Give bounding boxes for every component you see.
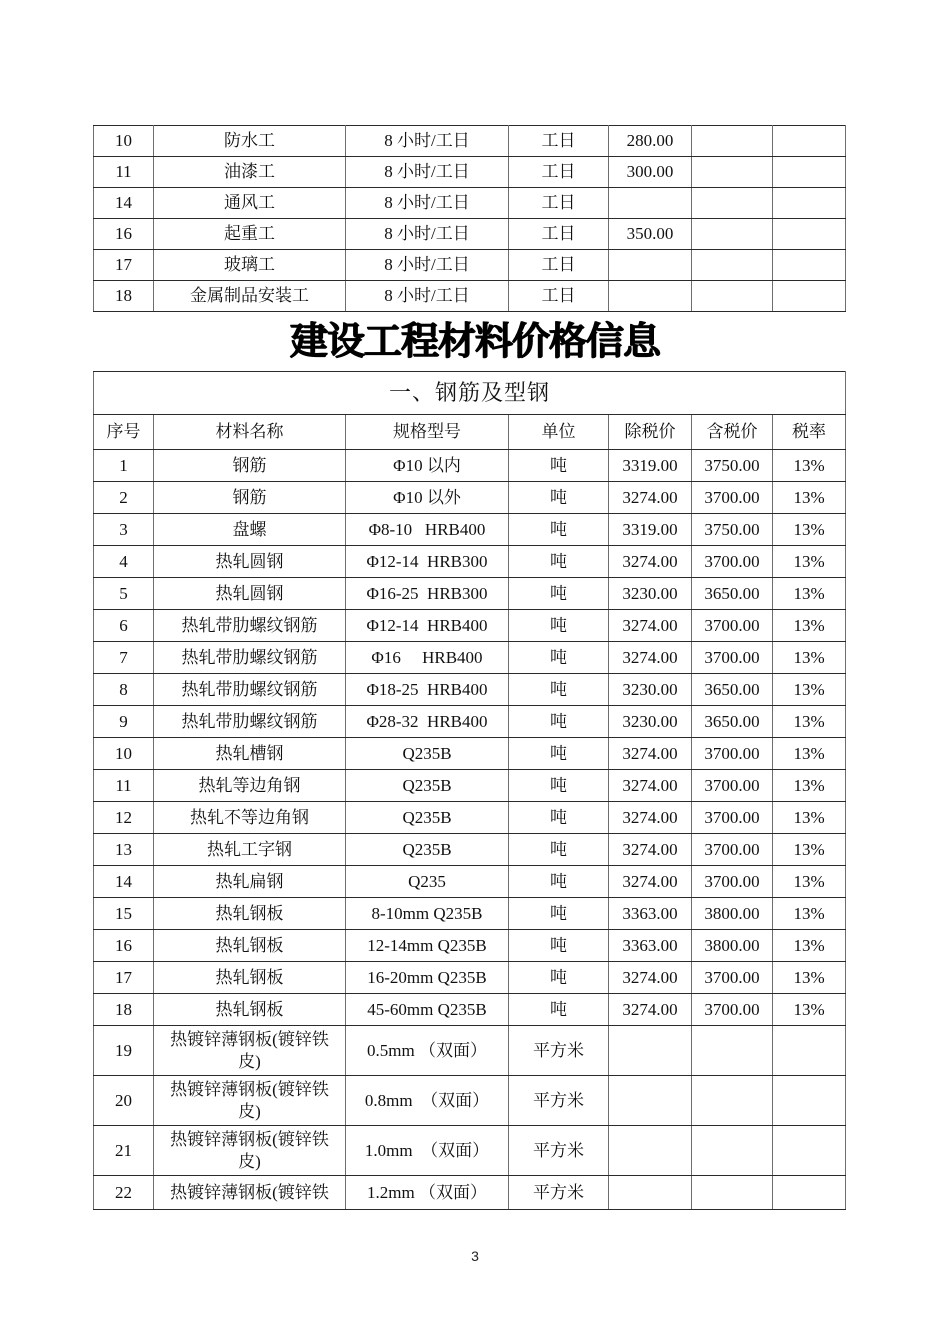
table-cell: 3319.00 (609, 514, 692, 546)
table-cell: 热轧钢板 (154, 994, 346, 1026)
table-cell: 11 (94, 157, 154, 188)
material-table-row (94, 898, 846, 930)
table-cell (692, 157, 773, 188)
table-cell: 9 (94, 706, 154, 738)
table-cell: 玻璃工 (154, 250, 346, 281)
table-cell: 工日 (509, 188, 609, 219)
table-cell: 45-60mm Q235B (346, 994, 509, 1026)
table-cell: 13% (773, 482, 846, 514)
table-cell: 3700.00 (692, 834, 773, 866)
table-cell (692, 1026, 773, 1076)
labor-rate-table (93, 125, 846, 312)
table-cell: 17 (94, 962, 154, 994)
page-number: 3 (471, 1248, 479, 1264)
table-cell: 16 (94, 930, 154, 962)
table-cell (609, 1176, 692, 1210)
table-cell: 0.8mm （双面） (346, 1076, 509, 1126)
material-table-row (94, 514, 846, 546)
table-cell: 3700.00 (692, 642, 773, 674)
table-cell: 3800.00 (692, 930, 773, 962)
table-cell: 钢筋 (154, 450, 346, 482)
table-cell: 15 (94, 898, 154, 930)
table-cell: 吨 (509, 546, 609, 578)
table-cell: 吨 (509, 866, 609, 898)
table-cell: 22 (94, 1176, 154, 1210)
table-cell: 17 (94, 250, 154, 281)
table-cell: 热轧槽钢 (154, 738, 346, 770)
table-cell: 13% (773, 834, 846, 866)
table-cell: 3 (94, 514, 154, 546)
table-cell: 3230.00 (609, 578, 692, 610)
table-cell (773, 126, 846, 157)
table-cell: 热轧等边角钢 (154, 770, 346, 802)
table-cell: 3650.00 (692, 674, 773, 706)
table-cell: 热轧带肋螺纹钢筋 (154, 642, 346, 674)
table-cell: 8 小时/工日 (346, 188, 509, 219)
table-header-row (94, 415, 846, 450)
table-cell: 热轧不等边角钢 (154, 802, 346, 834)
table-cell: 8 (94, 674, 154, 706)
material-table-row (94, 1176, 846, 1210)
table-cell: 8 小时/工日 (346, 281, 509, 312)
table-cell: 1.0mm （双面） (346, 1126, 509, 1176)
table-cell: 吨 (509, 642, 609, 674)
table-cell (692, 219, 773, 250)
table-cell: 热轧钢板 (154, 898, 346, 930)
table-cell: Φ8-10 HRB400 (346, 514, 509, 546)
table-cell: 3274.00 (609, 962, 692, 994)
table-cell: 工日 (509, 219, 609, 250)
labor-table-row (94, 157, 846, 188)
table-cell: 3800.00 (692, 898, 773, 930)
table-cell: 280.00 (609, 126, 692, 157)
table-cell (609, 1076, 692, 1126)
table-cell: 3700.00 (692, 610, 773, 642)
table-cell (773, 250, 846, 281)
table-cell: 6 (94, 610, 154, 642)
table-cell: 4 (94, 546, 154, 578)
column-header-price-inc-tax: 含税价 (692, 415, 773, 450)
table-cell: 3274.00 (609, 610, 692, 642)
table-cell (692, 188, 773, 219)
table-cell: 13% (773, 770, 846, 802)
table-cell: 10 (94, 126, 154, 157)
table-cell (773, 1076, 846, 1126)
table-cell: 3700.00 (692, 994, 773, 1026)
column-header-unit: 单位 (509, 415, 609, 450)
table-cell: 7 (94, 642, 154, 674)
table-cell: Q235B (346, 770, 509, 802)
table-cell: 热轧圆钢 (154, 546, 346, 578)
table-cell: Φ16 HRB400 (346, 642, 509, 674)
table-cell: 8 小时/工日 (346, 250, 509, 281)
material-price-table (93, 371, 846, 1210)
table-cell: 3274.00 (609, 546, 692, 578)
material-table-row (94, 866, 846, 898)
table-cell: 3650.00 (692, 578, 773, 610)
table-cell: 工日 (509, 126, 609, 157)
table-cell: 热镀锌薄钢板(镀锌铁 (154, 1176, 346, 1210)
table-cell: 3274.00 (609, 834, 692, 866)
table-cell: 工日 (509, 250, 609, 281)
table-cell: 盘螺 (154, 514, 346, 546)
table-cell: 吨 (509, 578, 609, 610)
table-cell: 热轧带肋螺纹钢筋 (154, 706, 346, 738)
table-cell: 13% (773, 674, 846, 706)
table-cell (692, 1126, 773, 1176)
table-cell: 20 (94, 1076, 154, 1126)
table-cell (773, 1026, 846, 1076)
table-cell: Q235 (346, 866, 509, 898)
table-cell: 3700.00 (692, 738, 773, 770)
table-cell: 吨 (509, 674, 609, 706)
table-cell: 3700.00 (692, 962, 773, 994)
table-cell: 起重工 (154, 219, 346, 250)
table-cell: 12-14mm Q235B (346, 930, 509, 962)
table-cell: 3650.00 (692, 706, 773, 738)
table-cell: 3700.00 (692, 546, 773, 578)
table-cell: 吨 (509, 738, 609, 770)
material-table-row (94, 578, 846, 610)
column-header-tax-rate: 税率 (773, 415, 846, 450)
table-cell: 吨 (509, 482, 609, 514)
labor-table-row (94, 250, 846, 281)
table-cell: 3274.00 (609, 802, 692, 834)
table-cell: Φ12-14 HRB300 (346, 546, 509, 578)
table-cell: 金属制品安装工 (154, 281, 346, 312)
material-table-row (94, 482, 846, 514)
table-cell: 吨 (509, 514, 609, 546)
table-cell: 13% (773, 994, 846, 1026)
material-table-row (94, 802, 846, 834)
column-header-price-ex-tax: 除税价 (609, 415, 692, 450)
table-cell: 吨 (509, 898, 609, 930)
column-header-spec: 规格型号 (346, 415, 509, 450)
table-cell: 平方米 (509, 1176, 609, 1210)
section-title: 一、钢筋及型钢 (94, 372, 846, 415)
table-cell (773, 157, 846, 188)
table-cell: 3700.00 (692, 866, 773, 898)
table-cell: 14 (94, 866, 154, 898)
material-table-row (94, 962, 846, 994)
table-cell: 3274.00 (609, 994, 692, 1026)
table-cell: 热轧钢板 (154, 962, 346, 994)
labor-table-row (94, 126, 846, 157)
table-cell: 2 (94, 482, 154, 514)
table-cell: 3750.00 (692, 514, 773, 546)
table-cell (609, 188, 692, 219)
table-cell: 3363.00 (609, 930, 692, 962)
table-cell: 13% (773, 802, 846, 834)
table-cell: 3750.00 (692, 450, 773, 482)
table-cell: 18 (94, 281, 154, 312)
material-table-row (94, 706, 846, 738)
table-cell: 3274.00 (609, 642, 692, 674)
table-cell: 12 (94, 802, 154, 834)
table-cell (692, 126, 773, 157)
table-cell: 吨 (509, 610, 609, 642)
table-cell: 热轧工字钢 (154, 834, 346, 866)
table-cell: 热镀锌薄钢板(镀锌铁皮) (154, 1076, 346, 1126)
table-cell: Q235B (346, 802, 509, 834)
table-cell: 1 (94, 450, 154, 482)
table-cell: 13% (773, 706, 846, 738)
table-cell: 平方米 (509, 1076, 609, 1126)
table-cell: 13% (773, 610, 846, 642)
table-cell (773, 1126, 846, 1176)
table-cell: 平方米 (509, 1026, 609, 1076)
table-cell: 0.5mm （双面） (346, 1026, 509, 1076)
labor-table-row (94, 281, 846, 312)
material-table-row (94, 770, 846, 802)
table-cell: 吨 (509, 962, 609, 994)
table-cell: 3700.00 (692, 770, 773, 802)
table-cell (692, 1076, 773, 1126)
table-cell: 350.00 (609, 219, 692, 250)
table-cell: 3230.00 (609, 706, 692, 738)
labor-table-row (94, 219, 846, 250)
material-table-row (94, 674, 846, 706)
table-cell: 3700.00 (692, 482, 773, 514)
table-cell: 21 (94, 1126, 154, 1176)
material-table-row (94, 834, 846, 866)
table-cell: 吨 (509, 802, 609, 834)
table-cell: Φ16-25 HRB300 (346, 578, 509, 610)
table-cell (609, 1126, 692, 1176)
table-cell: 工日 (509, 157, 609, 188)
material-table-row (94, 450, 846, 482)
table-cell: 300.00 (609, 157, 692, 188)
table-cell: 吨 (509, 706, 609, 738)
table-cell (692, 1176, 773, 1210)
document-title: 建设工程材料价格信息 (289, 321, 660, 363)
table-cell (773, 1176, 846, 1210)
table-cell: 16-20mm Q235B (346, 962, 509, 994)
table-cell: 3274.00 (609, 482, 692, 514)
table-cell: 吨 (509, 994, 609, 1026)
table-cell: 热镀锌薄钢板(镀锌铁皮) (154, 1126, 346, 1176)
table-cell: 19 (94, 1026, 154, 1076)
table-cell: 3274.00 (609, 866, 692, 898)
material-table-row (94, 994, 846, 1026)
table-cell: 通风工 (154, 188, 346, 219)
table-cell (609, 281, 692, 312)
table-cell: 热轧带肋螺纹钢筋 (154, 674, 346, 706)
table-cell: Q235B (346, 834, 509, 866)
table-cell: 13% (773, 930, 846, 962)
table-cell: 13% (773, 546, 846, 578)
material-table-row (94, 1026, 846, 1076)
material-table-row (94, 610, 846, 642)
labor-table-row (94, 188, 846, 219)
table-cell: 13% (773, 738, 846, 770)
table-cell (692, 250, 773, 281)
table-cell: 3319.00 (609, 450, 692, 482)
material-table-row (94, 642, 846, 674)
column-header-material-name: 材料名称 (154, 415, 346, 450)
table-cell: 3700.00 (692, 802, 773, 834)
table-cell (609, 250, 692, 281)
table-cell: 13% (773, 642, 846, 674)
table-cell: 热轧扁钢 (154, 866, 346, 898)
table-cell: Φ18-25 HRB400 (346, 674, 509, 706)
table-cell: 吨 (509, 770, 609, 802)
table-cell: 油漆工 (154, 157, 346, 188)
table-cell: 13% (773, 450, 846, 482)
table-cell: 5 (94, 578, 154, 610)
table-cell: 13% (773, 866, 846, 898)
table-cell: Φ28-32 HRB400 (346, 706, 509, 738)
table-cell: 热轧圆钢 (154, 578, 346, 610)
material-table-row (94, 1126, 846, 1176)
table-cell (692, 281, 773, 312)
table-cell (609, 1026, 692, 1076)
table-cell: 16 (94, 219, 154, 250)
table-cell: 3274.00 (609, 770, 692, 802)
table-cell: 10 (94, 738, 154, 770)
table-cell (773, 281, 846, 312)
table-cell: 防水工 (154, 126, 346, 157)
table-cell: Φ12-14 HRB400 (346, 610, 509, 642)
table-cell: Φ10 以内 (346, 450, 509, 482)
table-cell: 11 (94, 770, 154, 802)
column-header-no: 序号 (94, 415, 154, 450)
table-cell: 热轧带肋螺纹钢筋 (154, 610, 346, 642)
table-cell: 13% (773, 578, 846, 610)
table-cell: 吨 (509, 450, 609, 482)
table-cell: 钢筋 (154, 482, 346, 514)
table-cell: 工日 (509, 281, 609, 312)
table-cell: 吨 (509, 834, 609, 866)
table-cell: Φ10 以外 (346, 482, 509, 514)
material-table-row (94, 546, 846, 578)
table-cell: 18 (94, 994, 154, 1026)
table-cell: 3274.00 (609, 738, 692, 770)
table-cell: 8 小时/工日 (346, 219, 509, 250)
table-cell: 吨 (509, 930, 609, 962)
section-header-row (94, 372, 846, 415)
table-cell: 3363.00 (609, 898, 692, 930)
table-cell: 13% (773, 962, 846, 994)
material-table-row (94, 930, 846, 962)
table-cell: 13% (773, 898, 846, 930)
table-cell: 平方米 (509, 1126, 609, 1176)
table-cell (773, 219, 846, 250)
table-cell: 13 (94, 834, 154, 866)
table-cell: 热轧钢板 (154, 930, 346, 962)
table-cell: 14 (94, 188, 154, 219)
table-cell: 8 小时/工日 (346, 126, 509, 157)
table-cell: 13% (773, 514, 846, 546)
table-cell: 3230.00 (609, 674, 692, 706)
table-cell: Q235B (346, 738, 509, 770)
table-cell (773, 188, 846, 219)
table-cell: 8-10mm Q235B (346, 898, 509, 930)
table-cell: 1.2mm （双面） (346, 1176, 509, 1210)
material-table-row (94, 738, 846, 770)
table-cell: 8 小时/工日 (346, 157, 509, 188)
material-table-row (94, 1076, 846, 1126)
table-cell: 热镀锌薄钢板(镀锌铁皮) (154, 1026, 346, 1076)
